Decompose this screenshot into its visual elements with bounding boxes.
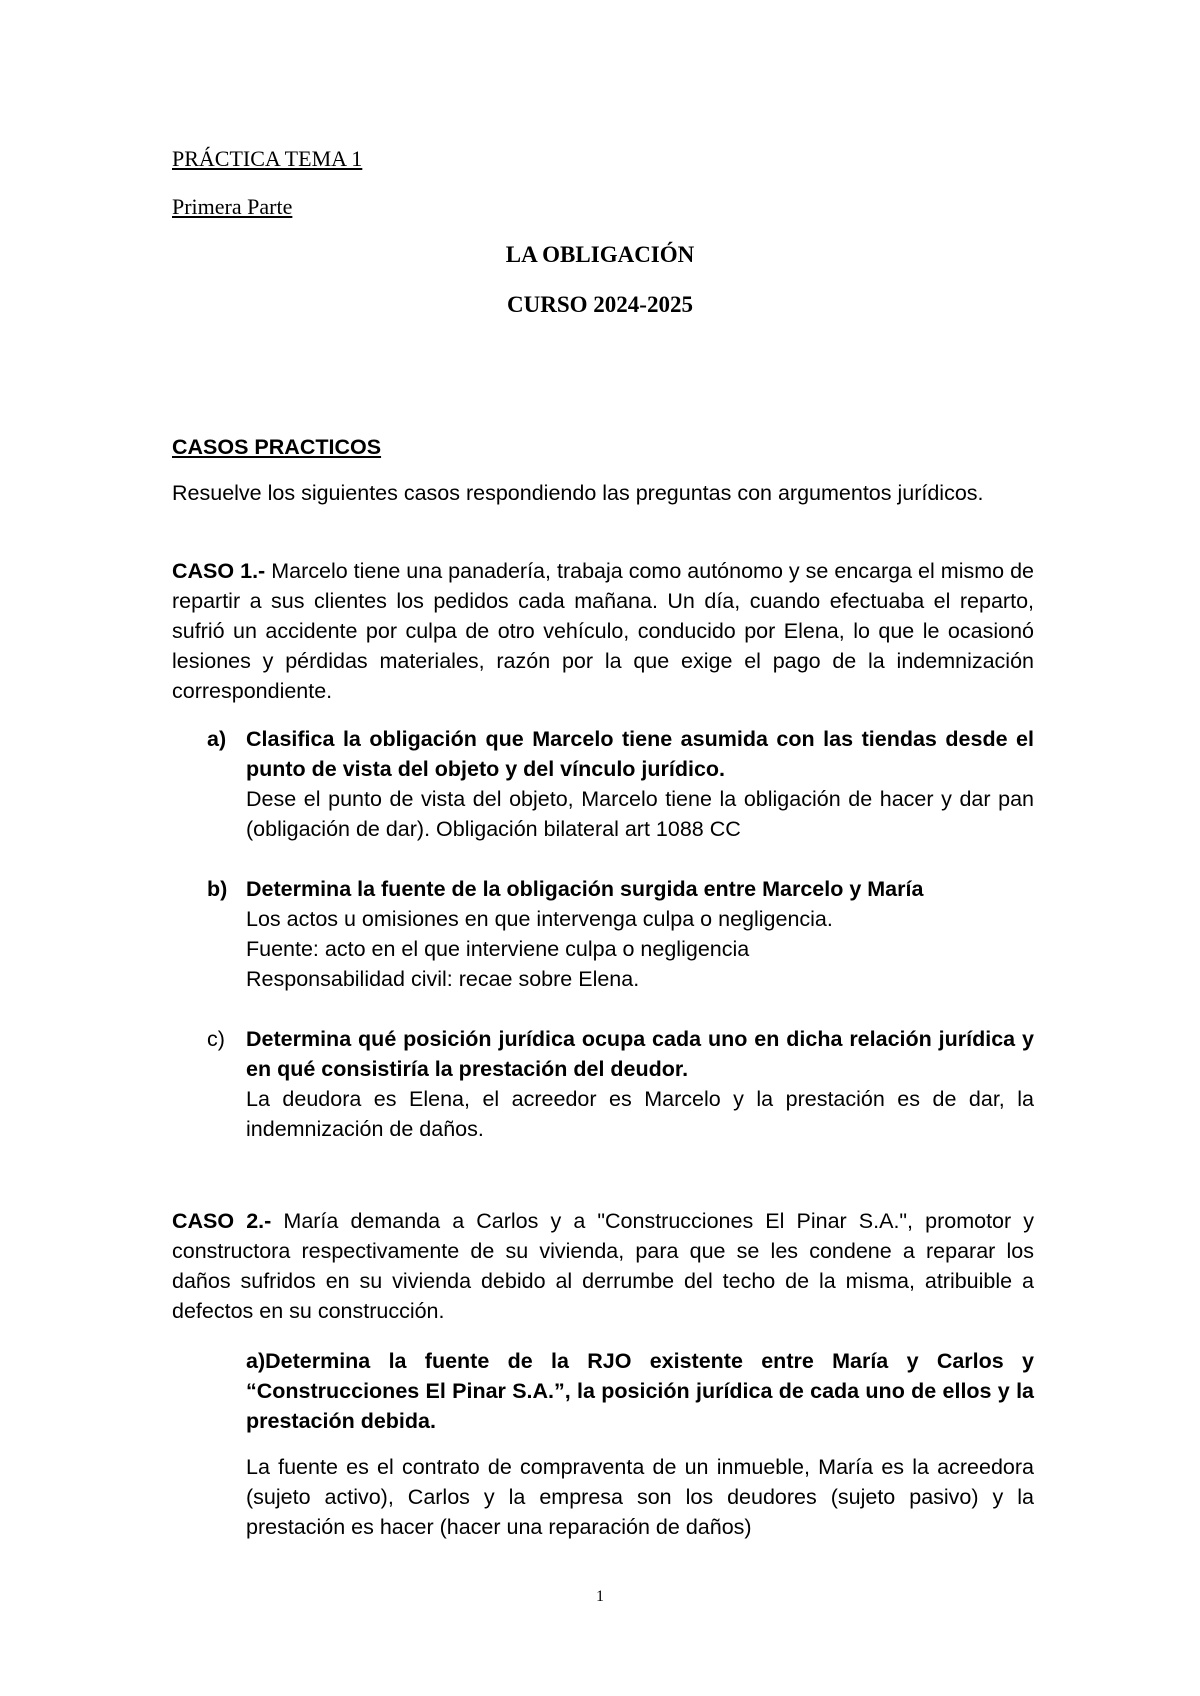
question-c-text: Determina qué posición jurídica ocupa cada uno en dicha relación jurídica y en qué consistiría la prestación del deudor. (246, 1027, 1034, 1081)
practice-label: PRÁCTICA TEMA 1 (172, 146, 363, 171)
caso-1-text: Marcelo tiene una panadería, trabaja como autónomo y se encarga el mismo de repartir a sus clientes los pedidos cada mañana. Un día, cuando efectuaba el reparto, sufrió un accidente por culpa de otro vehículo, conducido por Elena, lo que le ocasionó lesiones y pérdidas materiales, razón por la que exige el pago de la indemnización correspondiente. (172, 559, 1035, 703)
part-label: Primera Parte (172, 194, 293, 219)
caso-1-paragraph (172, 556, 1034, 706)
question-b-marker: b) (207, 877, 228, 901)
question-a-text: Clasifica la obligación que Marcelo tiene asumida con las tiendas desde el punto de vista del objeto y del vínculo jurídico. (246, 727, 1034, 781)
question-c-marker: c) (207, 1027, 225, 1051)
caso-2-question: a)Determina la fuente de la RJO existente entre María y Carlos y “Construcciones El Pinar S.A.”, la posición jurídica de cada uno de ellos y la prestación debida. (246, 1349, 1034, 1433)
caso-2-text: María demanda a Carlos y a "Construcciones El Pinar S.A.", promotor y constructora respectivamente de su vivienda, para que se les condene a reparar los daños sufridos en su vivienda debido al derrumbe del techo de la misma, atribuible a defectos en su construcción. (172, 1209, 1035, 1323)
question-b-text: Determina la fuente de la obligación surgida entre Marcelo y María (246, 877, 924, 901)
question-c-answer: La deudora es Elena, el acreedor es Marcelo y la prestación es de dar, la indemnización de daños. (246, 1087, 1034, 1141)
section-intro: Resuelve los siguientes casos respondiendo las preguntas con argumentos jurídicos. (172, 481, 984, 505)
page-number: 1 (596, 1588, 604, 1605)
question-b-answer-3: Responsabilidad civil: recae sobre Elena. (246, 967, 640, 991)
caso-2-answer: La fuente es el contrato de compraventa de un inmueble, María es la acreedora (sujeto activo), Carlos y la empresa son los deudores (sujeto pasivo) y la prestación es hacer (hacer una reparación de daños) (246, 1455, 1034, 1539)
question-a (246, 724, 1034, 844)
question-b-answer-2: Fuente: acto en el que interviene culpa o negligencia (246, 937, 750, 961)
question-b (246, 874, 1034, 994)
caso-1-label: CASO 1.- (172, 559, 266, 583)
caso-2-paragraph (172, 1206, 1034, 1326)
question-a-marker: a) (207, 727, 227, 751)
course-label: CURSO 2024-2025 (507, 292, 693, 317)
document-title: LA OBLIGACIÓN (505, 242, 695, 267)
section-heading: CASOS PRACTICOS (172, 435, 382, 459)
question-b-answer-1: Los actos u omisiones en que intervenga culpa o negligencia. (246, 907, 833, 931)
question-c (246, 1024, 1034, 1144)
caso-2-label: CASO 2.- (172, 1209, 272, 1233)
question-a-answer: Dese el punto de vista del objeto, Marcelo tiene la obligación de hacer y dar pan (obligación de dar). Obligación bilateral art 1088 CC (246, 787, 1034, 841)
